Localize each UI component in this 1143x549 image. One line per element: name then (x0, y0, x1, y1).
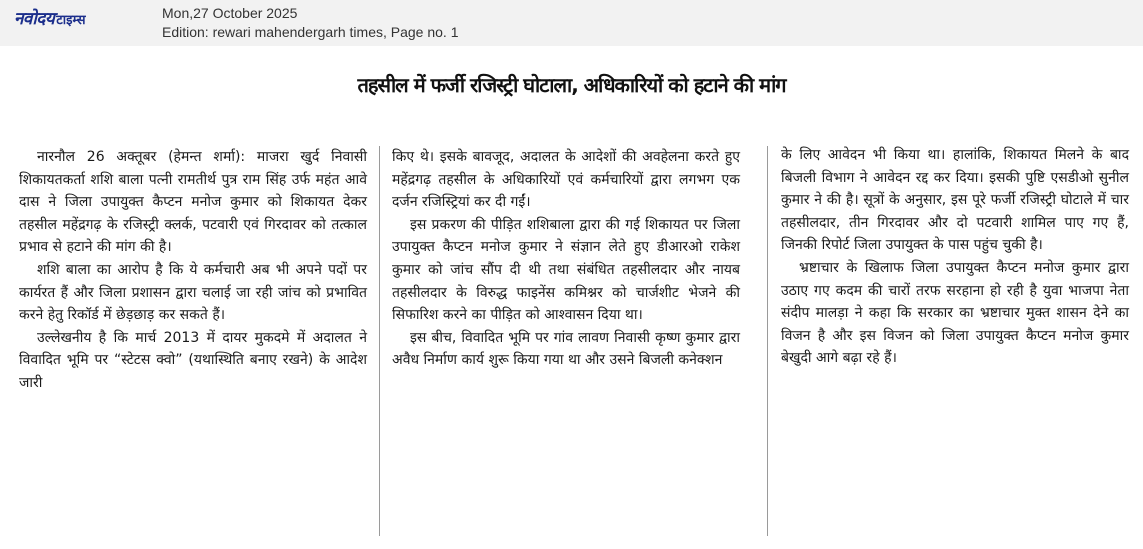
article-column-1 (19, 146, 367, 395)
article-paragraph: भ्रष्टाचार के खिलाफ जिला उपायुक्त कैप्टन मनोज कुमार द्वारा उठाए गए कदम की चारों तरफ सरहाना हो रही है युवा भाजपा नेता संदीप मालड़ा ने कहा कि सरकार का भ्रष्टाचार मुक्त शासन देने का विजन है और इस विजन को जिला उपायुक्त कैप्टन मनोज कुमार बेखुदी आगे बढ़ा रहे हैं। (781, 259, 1129, 367)
article-paragraph: नारनौल 26 अक्तूबर (हेमन्त शर्मा): माजरा खुर्द निवासी शिकायतकर्ता शशि बाला पत्नी रामतीर्थ पुत्र राम सिंह उर्फ महंत आवे दास ने जिला उपायुक्त कैप्टन मनोज कुमार को शिकायत देकर तहसील महेंद्रगढ़ के रजिस्ट्री क्लर्क, पटवारी एवं गिरदावर को तत्काल प्रभाव से हटाने की मांग की है। (19, 149, 367, 256)
edition-info (162, 4, 459, 42)
column-divider (767, 146, 768, 536)
article-column-2 (392, 146, 740, 372)
article-paragraph: शशि बाला का आरोप है कि ये कर्मचारी अब भी अपने पदों पर कार्यरत हैं और जिला प्रशासन द्वारा चलाई जा रही जांच को प्रभावित करने हेतु रिकॉर्ड में छेड़छाड़ कर सकते हैं। (19, 261, 367, 324)
article-paragraph: किए थे। इसके बावजूद, अदालत के आदेशों की अवहेलना करते हुए महेंद्रगढ़ तहसील के अधिकारियों एवं कर्मचारियों द्वारा लगभग एक दर्जन रजिस्ट्रियां कर दी गईं। (392, 149, 740, 211)
article-paragraph: के लिए आवेदन भी किया था। हालांकि, शिकायत मिलने के बाद बिजली विभाग ने आवेदन रद्द कर दिया। इसकी पुष्टि एसडीओ सुनील कुमार ने की है। सूत्रों के अनुसार, इस पूरे फर्जी रजिस्ट्री घोटाले में चार तहसीलदार, तीन गिरदावर और दो पटवारी शामिल पाए गए हैं, जिनकी रिपोर्ट जिला उपायुक्त के पास पहुंच चुकी है। (781, 147, 1129, 254)
article-paragraph: इस बीच, विवादित भूमि पर गांव लावण निवासी कृष्ण कुमार द्वारा अवैध निर्माण कार्य शुरू किया गया था और उसने बिजली कनेक्शन (392, 329, 740, 369)
publication-date: Mon,27 October 2025 (162, 5, 298, 21)
logo-main-text: नवोदय (14, 9, 55, 29)
masthead-bar (0, 0, 1143, 46)
article-column-3 (781, 144, 1129, 370)
column-divider (379, 146, 380, 536)
edition-label: Edition: rewari mahendergarh times, Page no. 1 (162, 24, 459, 40)
article-paragraph: उल्लेखनीय है कि मार्च 2013 में दायर मुकदमे में अदालत ने विवादित भूमि पर “स्टेटस क्वो” (यथास्थिति बनाए रखने) के आदेश जारी (19, 329, 367, 391)
article-paragraph: इस प्रकरण की पीड़ित शशिबाला द्वारा की गई शिकायत पर जिला उपायुक्त कैप्टन मनोज कुमार ने संज्ञान लेते हुए डीआरओ राकेश कुमार को जांच सौंप दी थी तथा संबंधित तहसीलदार और नायब तहसीलदार के विरुद्ध फाइनेंस कमिश्नर को चार्जशीट भेजने की सिफारिश करने का पीड़ित को आश्वासन दिया था। (392, 216, 740, 324)
article-headline: तहसील में फर्जी रजिस्ट्री घोटाला, अधिकारियों को हटाने की मांग (357, 73, 786, 97)
logo-sub-text: टाइम्स (56, 13, 86, 28)
newspaper-logo[interactable] (14, 6, 138, 36)
